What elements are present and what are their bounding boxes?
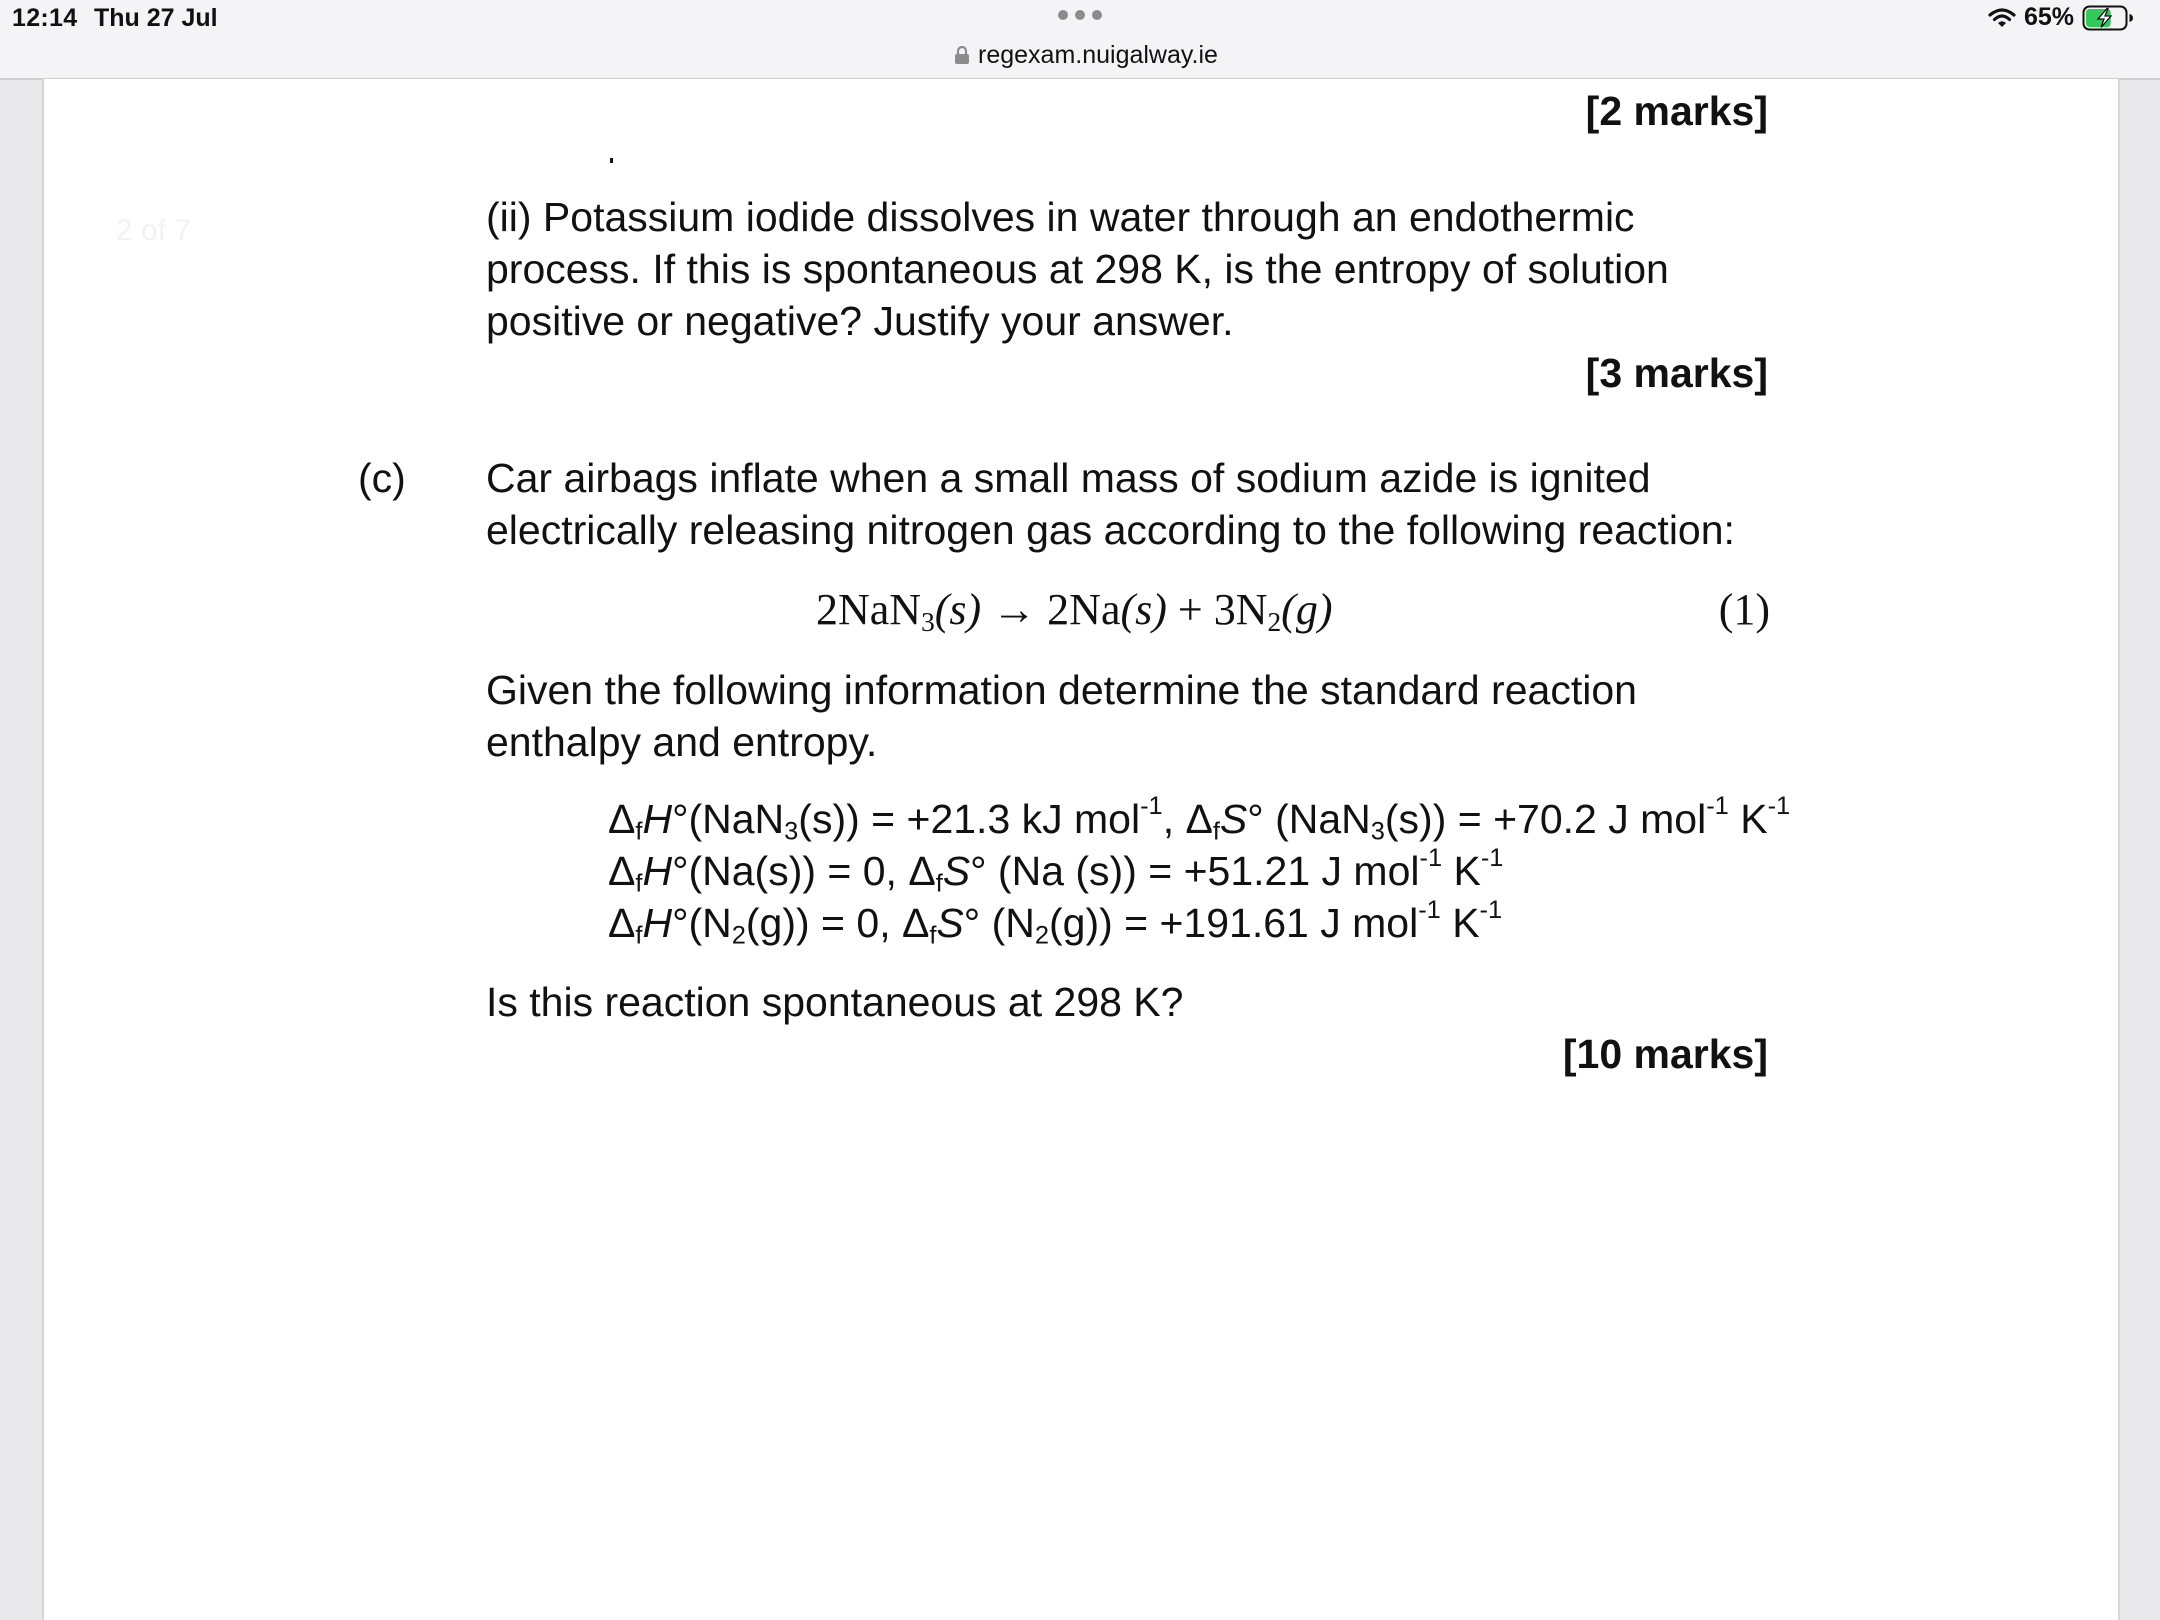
marks-c: [10 marks]: [1562, 1031, 1768, 1077]
row2-ds-unit-sup-2: -1: [1480, 843, 1504, 872]
wifi-icon: [1988, 7, 2016, 29]
status-time: 12:14: [12, 4, 78, 32]
row1-ds-unit-sup-2: -1: [1767, 791, 1791, 820]
eq-arrow: →: [992, 585, 1037, 634]
spontaneity-question: Is this reaction spontaneous at 298 K?: [486, 979, 1184, 1025]
row2-ds-unit-k: K: [1453, 848, 1481, 894]
multitasking-dots-icon[interactable]: [1058, 10, 1102, 20]
status-date: Thu 27 Jul: [94, 4, 218, 32]
exam-page: [42, 79, 2120, 1620]
page-indicator: 2 of 7: [116, 214, 192, 247]
reaction-equation: [816, 584, 1332, 636]
marks-b-i: [2 marks]: [1585, 88, 1768, 134]
eq-reactant-state: (s): [934, 585, 982, 634]
row1-ds-phase: (s): [1384, 796, 1433, 842]
row3-ds-species-sub: 2: [1034, 921, 1049, 950]
thermo-data-row-3: $\Delta_fH^\circ(N_2(g)) = 0$, $\Delta_fS^\circ$ $(N_2(g)) = +191.61$ J mol$^{-1}$ $K^{-1}$: [608, 895, 1503, 950]
eq-reactant-sub: 3: [921, 606, 935, 637]
question-b-ii-line-2: process. If this is spontaneous at 298 K, is the entropy of solution: [486, 246, 1669, 292]
row3-dh-phase: (g): [745, 900, 796, 946]
eq-reactant: 2NaN: [816, 585, 922, 634]
marks-b-ii: [3 marks]: [1585, 350, 1768, 396]
row1-ds-value: +70.2 J mol: [1493, 796, 1707, 842]
cut-off-text-fragment: [610, 158, 613, 163]
part-c-label: (c): [358, 455, 406, 501]
row3-dh-species-sub: 2: [731, 921, 746, 950]
row3-ds-unit-sup-2: -1: [1479, 895, 1503, 924]
thermo-data-row-1: $\Delta_fH^\circ(NaN_3(s)) = +21.3$ kJ mol$^{-1}$, $\Delta_fS^\circ$ (NaN$_3$(s)) = +70.2 J mol$^{-1}$ $K^{-1}$: [608, 791, 1791, 846]
battery-charging-icon: [2082, 5, 2134, 31]
row3-ds-unit-sup-1: -1: [1418, 895, 1441, 924]
browser-chrome: [0, 0, 2160, 80]
row2-ds-unit-sup-1: -1: [1419, 843, 1443, 872]
equation-number: (1): [1718, 585, 1770, 634]
row3-dh-species: N: [702, 900, 732, 946]
row2-ds-species: Na (s): [1011, 848, 1124, 894]
eq-product-1-state: (s): [1120, 585, 1167, 634]
part-c-intro-line-1: Car airbags inflate when a small mass of sodium azide is ignited: [486, 455, 1651, 501]
status-indicators: [1988, 3, 2134, 32]
url-text: regexam.nuigalway.ie: [978, 40, 1218, 69]
eq-plus: +: [1177, 585, 1203, 634]
row1-dh-phase: (s): [798, 796, 847, 842]
row1-dh-value: +21.3 kJ mol: [906, 796, 1141, 842]
row3-ds-unit-k: K: [1452, 900, 1480, 946]
row3-ds-phase: (g): [1048, 900, 1100, 946]
part-c-intro-line-2: electrically releasing nitrogen gas according to the following reaction:: [486, 507, 1735, 553]
question-b-ii-line-1: (ii) Potassium iodide dissolves in water through an endothermic: [486, 194, 1635, 240]
part-c-given-line-2: enthalpy and entropy.: [486, 719, 878, 765]
battery-percent: 65%: [2023, 3, 2074, 31]
row2-dh-value: 0: [862, 848, 886, 894]
address-bar[interactable]: [954, 38, 1218, 72]
thermo-data-row-2: $\Delta_fH^\circ(Na(s)) = 0$, $\Delta_fS^\circ$ (Na (s)) = +51.21 J mol$^{-1}$ $K^{-1}$: [608, 843, 1504, 898]
row1-dh-species-sub: 3: [784, 817, 799, 846]
part-c-given-line-1: Given the following information determine the standard reaction: [486, 667, 1637, 713]
eq-product-2: 3N: [1213, 585, 1268, 634]
lock-icon: [954, 45, 970, 65]
row1-ds-species: NaN: [1288, 796, 1371, 842]
row1-dh-species: NaN: [702, 796, 785, 842]
eq-product-1: 2Na: [1047, 585, 1121, 634]
question-b-ii-line-3: positive or negative? Justify your answer.: [486, 298, 1234, 344]
row1-ds-species-sub: 3: [1370, 817, 1385, 846]
row1-ds-unit-k: K: [1740, 796, 1768, 842]
row2-dh-species: Na(s): [702, 848, 803, 894]
row2-ds-value: +51.21 J mol: [1183, 848, 1420, 894]
eq-product-2-state: (g): [1281, 585, 1333, 634]
row3-ds-value: +191.61 J mol: [1159, 900, 1419, 946]
eq-product-2-sub: 2: [1267, 606, 1282, 637]
row1-ds-unit-sup-1: -1: [1706, 791, 1729, 820]
row3-dh-value: 0: [856, 900, 880, 946]
row3-ds-species: N: [1005, 900, 1035, 946]
row1-dh-unit-sup: -1: [1140, 791, 1163, 820]
